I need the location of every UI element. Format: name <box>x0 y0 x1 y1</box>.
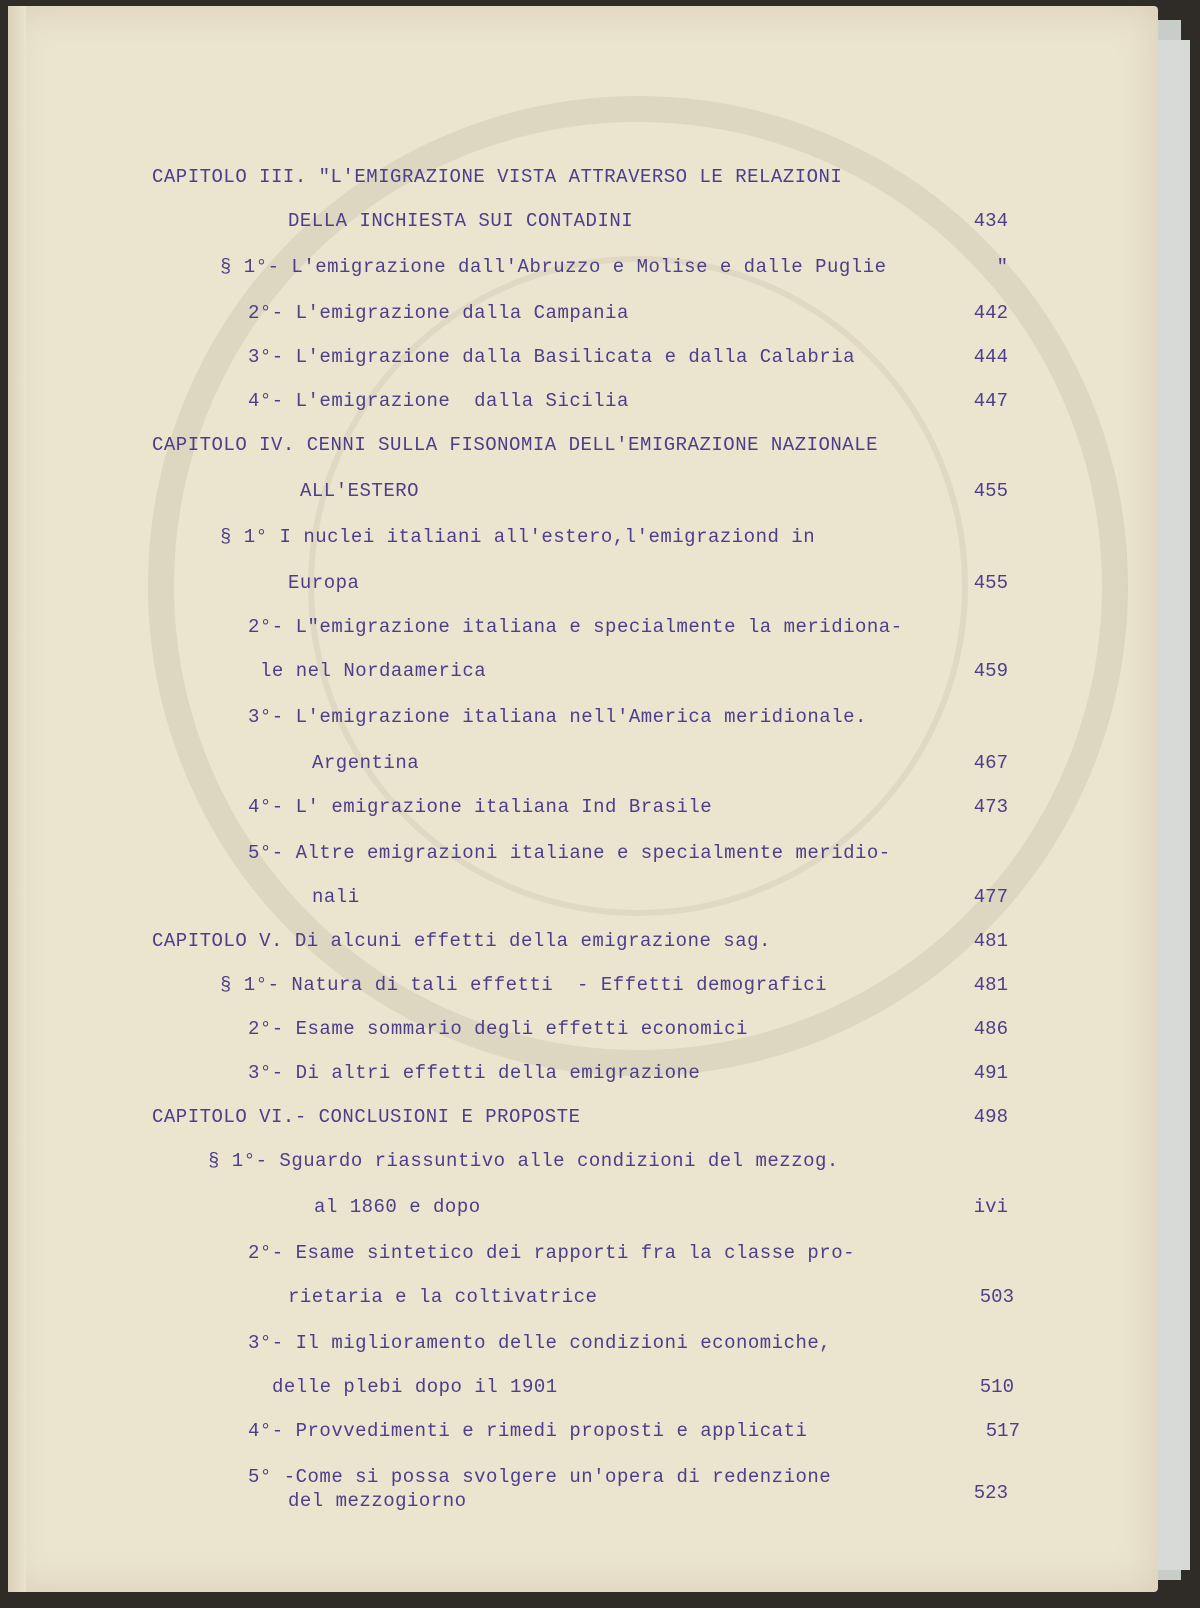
toc-entry-text: al 1860 e dopo <box>314 1196 481 1218</box>
toc-entry-page: 517 <box>985 1420 1020 1442</box>
toc-entry-page: 473 <box>973 796 1008 818</box>
toc-entry-text: 2°- Esame sintetico dei rapporti fra la classe pro- <box>248 1242 855 1264</box>
toc-entry-text: CAPITOLO III. "L'EMIGRAZIONE VISTA ATTRAVERSO LE RELAZIONI <box>152 166 843 188</box>
toc-entry-page: 455 <box>973 572 1008 594</box>
toc-entry-text: 3°- Di altri effetti della emigrazione <box>248 1062 701 1084</box>
toc-entry-page: 481 <box>973 974 1008 996</box>
toc-entry-text: Argentina <box>312 752 420 774</box>
toc-entry-page: 491 <box>973 1062 1008 1084</box>
toc-entry-text: ALL'ESTERO <box>300 480 420 502</box>
toc-entry-text: le nel Nordaamerica <box>260 660 487 682</box>
toc-entry-text: CAPITOLO V. Di alcuni effetti della emigrazione sag. <box>152 930 771 952</box>
toc-entry-text: 2°- L'emigrazione dalla Campania <box>248 302 629 324</box>
toc-entry-page: 481 <box>973 930 1008 952</box>
toc-entry-text: 3°- Il miglioramento delle condizioni economiche, <box>248 1332 832 1354</box>
toc-entry-page: 467 <box>973 752 1008 774</box>
toc-entry-text: 4°- L' emigrazione italiana Ind Brasile <box>248 796 713 818</box>
toc-entry-text: § 1° I nuclei italiani all'estero,l'emigraziond in <box>220 526 816 548</box>
toc-entry-text: § 1°- Natura di tali effetti - Effetti demografici <box>220 974 827 996</box>
toc-entry-text: DELLA INCHIESTA SUI CONTADINI <box>288 210 634 232</box>
toc-entry-text: 3°- L'emigrazione dalla Basilicata e dalla Calabria <box>248 346 855 368</box>
toc-entry-text: 2°- Esame sommario degli effetti economici <box>248 1018 748 1040</box>
toc-entry-page: 444 <box>973 346 1008 368</box>
toc-entry-text: del mezzogiorno <box>288 1490 467 1512</box>
toc-entry-page: 459 <box>973 660 1008 682</box>
toc-entry-text: 2°- L"emigrazione italiana e specialmente la meridiona- <box>248 616 903 638</box>
toc-entry-text: nali <box>312 886 360 908</box>
toc-entry-page: 486 <box>973 1018 1008 1040</box>
toc-entry-page: " <box>996 256 1008 278</box>
toc-entry-text: § 1°- L'emigrazione dall'Abruzzo e Molise e dalle Puglie <box>220 256 887 278</box>
toc-entry-text: 4°- Provvedimenti e rimedi proposti e applicati <box>248 1420 808 1442</box>
toc-entry-text: rietaria e la coltivatrice <box>288 1286 598 1308</box>
toc-entry-text: 3°- L'emigrazione italiana nell'America meridionale. <box>248 706 867 728</box>
toc-entry-text: Europa <box>288 572 360 594</box>
toc-entry-page: 523 <box>973 1482 1008 1504</box>
document-page <box>8 6 1158 1592</box>
toc-entry-page: 447 <box>973 390 1008 412</box>
toc-entry-page: ivi <box>973 1196 1008 1218</box>
toc-entry-page: 455 <box>973 480 1008 502</box>
toc-entry-text: 5° -Come si possa svolgere un'opera di redenzione <box>248 1466 832 1488</box>
toc-entry-text: 5°- Altre emigrazioni italiane e specialmente meridio- <box>248 842 891 864</box>
toc-entry-text: § 1°- Sguardo riassuntivo alle condizioni del mezzog. <box>208 1150 839 1172</box>
toc-entry-page: 503 <box>979 1286 1014 1308</box>
toc-entry-page: 477 <box>973 886 1008 908</box>
toc-entry-page: 442 <box>973 302 1008 324</box>
toc-entry-text: CAPITOLO IV. CENNI SULLA FISONOMIA DELL'EMIGRAZIONE NAZIONALE <box>152 434 879 456</box>
table-of-contents <box>8 6 1158 1592</box>
toc-entry-text: CAPITOLO VI.- CONCLUSIONI E PROPOSTE <box>152 1106 581 1128</box>
page-fold-shadow <box>8 6 26 1592</box>
toc-entry-page: 434 <box>973 210 1008 232</box>
toc-entry-page: 510 <box>979 1376 1014 1398</box>
toc-entry-text: delle plebi dopo il 1901 <box>272 1376 558 1398</box>
toc-entry-page: 498 <box>973 1106 1008 1128</box>
toc-entry-text: 4°- L'emigrazione dalla Sicilia <box>248 390 629 412</box>
